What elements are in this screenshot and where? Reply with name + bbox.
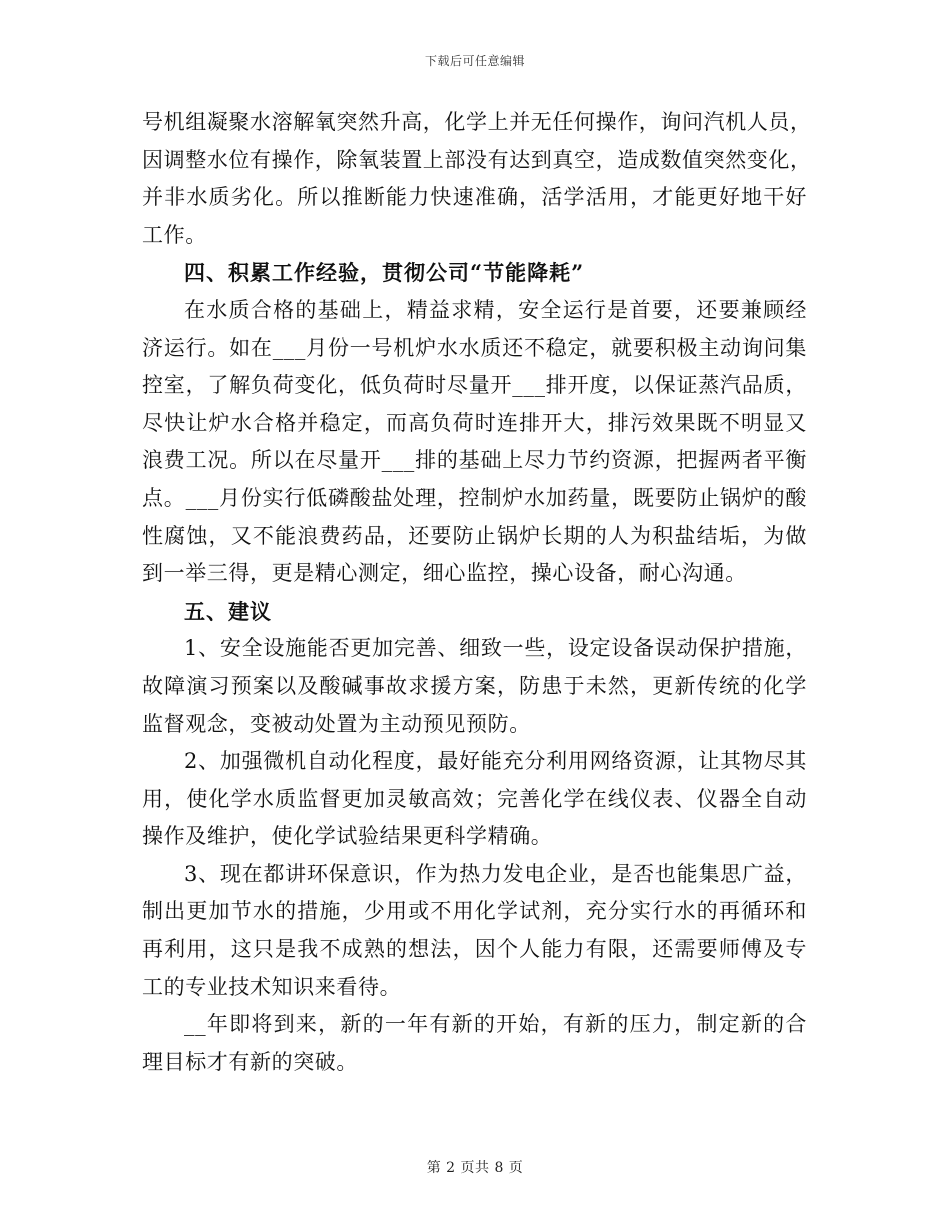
paragraph-line: 到一举三得，更是精心测定，细心监控，操心设备，耐心沟通。 <box>142 561 747 586</box>
paragraph-line: 操作及维护，使化学试验结果更科学精确。 <box>142 824 553 849</box>
section-heading: 四、积累工作经验，贯彻公司“节能降耗” <box>184 260 585 286</box>
paragraph-line: 工作。 <box>142 222 207 247</box>
paragraph-line: 制出更加节水的措施，少用或不用化学试剂，充分实行水的再循环和 <box>142 899 807 924</box>
paragraph-line: 因调整水位有操作，除氧装置上部没有达到真空，造成数值突然变化， <box>142 147 812 172</box>
paragraph-line: 并非水质劣化。所以推断能力快速准确，活学活用，才能更好地干好 <box>142 185 807 210</box>
paragraph-line: __年即将到来，新的一年有新的开始，有新的压力，制定新的合 <box>184 1012 807 1037</box>
document-body <box>142 104 812 1081</box>
paragraph-line: 工的专业技术知识来看待。 <box>142 974 402 999</box>
paragraph-line: 再利用，这只是我不成熟的想法，因个人能力有限，还需要师傅及专 <box>142 937 807 962</box>
paragraph-line: 控室，了解负荷变化，低负荷时尽量开___排开度，以保证蒸汽品质， <box>142 373 807 398</box>
paragraph-line: 点。___月份实行低磷酸盐处理，控制炉水加药量，既要防止锅炉的酸 <box>142 485 807 510</box>
paragraph-line: 尽快让炉水合格并稳定，而高负荷时连排开大，排污效果既不明显又 <box>142 410 807 435</box>
page-number: 第 2 页共 8 页 <box>426 1160 524 1176</box>
paragraph-line: 1、安全设施能否更加完善、细致一些，设定设备误动保护措施， <box>184 636 807 661</box>
page-header-note: 下载后可任意编辑 <box>424 54 525 68</box>
paragraph-line: 济运行。如在___月份一号机炉水水质还不稳定，就要积极主动询问集 <box>142 335 807 360</box>
paragraph-line: 2、加强微机自动化程度，最好能充分利用网络资源，让其物尽其 <box>184 749 807 774</box>
paragraph-line: 性腐蚀，又不能浪费药品，还要防止锅炉长期的人为积盐结垢，为做 <box>142 523 807 548</box>
paragraph-line: 故障演习预案以及酸碱事故求援方案，防患于未然，更新传统的化学 <box>142 673 807 698</box>
paragraph-line: 用，使化学水质监督更加灵敏高效；完善化学在线仪表、仪器全自动 <box>142 786 807 811</box>
paragraph-line: 监督观念，变被动处置为主动预见预防。 <box>142 711 531 736</box>
section-heading: 五、建议 <box>184 598 272 624</box>
paragraph-line: 理目标才有新的突破。 <box>142 1049 358 1074</box>
paragraph-line: 在水质合格的基础上，精益求精，安全运行是首要，还要兼顾经 <box>184 297 807 322</box>
paragraph-line: 3、现在都讲环保意识，作为热力发电企业，是否也能集思广益， <box>184 861 807 886</box>
paragraph-line: 号机组凝聚水溶解氧突然升高，化学上并无任何操作，询问汽机人员， <box>142 110 812 134</box>
paragraph-line: 浪费工况。所以在尽量开___排的基础上尽力节约资源，把握两者平衡 <box>142 448 807 473</box>
